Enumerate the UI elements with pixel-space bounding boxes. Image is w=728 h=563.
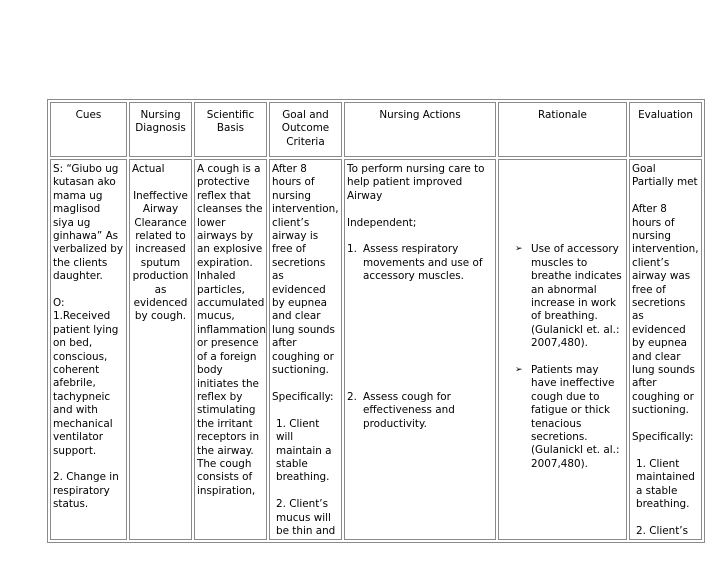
diagnosis-cell: [129, 159, 192, 540]
action-item-2-text: Assess cough for effectiveness and productivity.: [363, 390, 455, 430]
header-scientific-basis: Scientific Basis: [194, 102, 267, 157]
goal-cell: [269, 159, 342, 540]
evaluation-status: Goal Partially met: [632, 163, 698, 189]
rationale-item-1: [515, 243, 624, 350]
cues-cell: [50, 159, 127, 540]
rationale-item-1-text: Use of accessory muscles to breathe indicates an abnormal increase in work of breathing. (Gulanickl et. al.: 2007,480).: [531, 243, 622, 350]
objective-cue-2: 2. Change in respiratory status.: [53, 471, 119, 511]
evaluation-item-2: 2. Client’s: [636, 524, 689, 537]
actions-intro: To perform nursing care to help patient improved Airway: [347, 163, 485, 202]
rationale-cell: [498, 159, 627, 540]
header-goal: Goal and Outcome Criteria: [269, 102, 342, 157]
arrow-bullet-icon: ➢: [515, 244, 523, 255]
objective-cue: O: 1.Received patient lying on bed, conscious, coherent afebrile, tachypneic and with mechanical ventilator support.: [53, 297, 119, 457]
action-item-2: [347, 391, 493, 431]
header-evaluation: Evaluation: [629, 102, 702, 157]
header-rationale: Rationale: [498, 102, 627, 157]
goal-item-2: 2. Client’s mucus will be thin and: [276, 498, 336, 537]
action-item-1-number: 1.: [347, 243, 357, 256]
header-nursing-diagnosis: Nursing Diagnosis: [129, 102, 192, 157]
header-row: [50, 102, 702, 157]
evaluation-cell: [629, 159, 702, 540]
evaluation-item-1: 1. Client maintained a stable breathing.: [636, 457, 695, 511]
evaluation-specifically: Specifically:: [632, 431, 694, 444]
scientific-basis-text: A cough is a protective reflex that cleanses the lower airways by an explosive expiration. Inhaled particles, accumulated mucus, inflammation or presence of a foreign body initiates the reflex by stimulating the irritant receptors in the airway. The cough consists of inspiration,: [197, 163, 266, 497]
scientific-basis-cell: [194, 159, 267, 540]
rationale-item-2: [515, 364, 624, 471]
goal-specifically: Specifically:: [272, 390, 334, 403]
diagnosis-label: Actual: [132, 163, 165, 175]
subjective-cue: S: “Giubo ug kutasan ako mama ug maglisod siya ug ginhawa” As verbalized by the clients daughter.: [53, 163, 124, 283]
action-item-1: [347, 243, 493, 283]
actions-independent: Independent;: [347, 216, 417, 229]
nursing-care-plan-table: [47, 99, 705, 543]
header-nursing-actions: Nursing Actions: [344, 102, 496, 157]
action-item-1-text: Assess respiratory movements and use of accessory muscles.: [363, 243, 483, 283]
evaluation-text: After 8 hours of nursing intervention, client’s airway was free of secretions as evidenced by eupnea and clear lung sounds after coughing or suctioning.: [632, 203, 699, 417]
diagnosis-text: Ineffective Airway Clearance related to increased sputum production as evidenced by cough.: [132, 189, 189, 323]
goal-item-1: 1. Client will maintain a stable breathing.: [276, 417, 332, 484]
header-cues: Cues: [50, 102, 127, 157]
action-item-2-number: 2.: [347, 390, 357, 403]
actions-cell: [344, 159, 496, 540]
arrow-bullet-icon: ➢: [515, 364, 523, 375]
rationale-item-2-text: Patients may have ineffective cough due to fatigue or thick tenacious secretions. (Gulanickl et. al.: 2007,480).: [531, 363, 620, 470]
goal-intro: After 8 hours of nursing intervention, client’s airway is free of secretions as evidenced by eupnea and clear lung sounds after coughing or suctioning.: [272, 163, 339, 377]
body-row: [50, 159, 702, 540]
